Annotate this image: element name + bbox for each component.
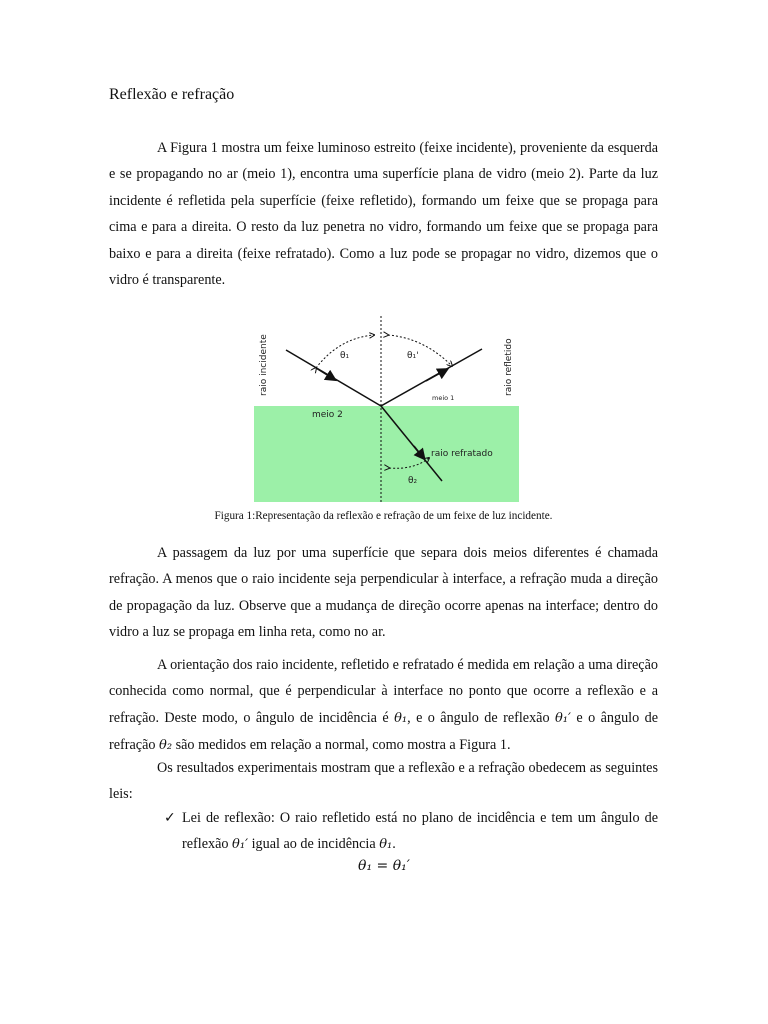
symbol-theta2: θ₂ [159,738,173,754]
section-title: Reflexão e refração [109,86,235,103]
label-medium-1: meio 1 [432,394,455,402]
figure-caption: Figura 1:Representação da reflexão e refração de um feixe de luz incidente. [214,510,553,522]
p3-text-3: e o ângulo de refração [109,709,658,754]
label-medium-2: meio 2 [312,410,343,420]
symbol-theta1: θ₁ [394,710,408,726]
label-incident-ray: raio incidente [259,334,269,396]
bullet-text-3: . [392,836,396,853]
paragraph-refraction: A passagem da luz por uma superfície que separa dois meios diferentes é chamada refração. A menos que o raio incidente seja perpendicular à interface, a refração muda a direção de propagação da luz. Observe que a mudança de direção ocorre apenas na interface; dentro do vidro a luz se propaga em linha reta, como no ar. [109,545,658,641]
bullet-symbol-theta1-prime: θ₁′ [232,837,249,853]
angle-label-incident: θ₁ [340,351,350,361]
paragraph-laws-intro: Os resultados experimentais mostram que a reflexão e a refração obedecem as seguintes leis: [109,760,658,803]
bullet-reflection-law [164,805,658,859]
angle-label-reflected: θ₁' [407,351,419,361]
figure-svg [254,316,519,502]
angle-label-refracted: θ₂ [408,476,418,486]
symbol-theta1-prime: θ₁′ [554,710,571,726]
check-icon: ✓ [164,810,176,826]
p3-text-4: são medidos em relação a normal, como mostra a Figura 1. [172,737,511,754]
bullet-text-2: igual ao de incidência [248,836,380,853]
p3-text-1: A orientação dos raio incidente, refletido e refratado é medida em relação a uma direção conhecida como normal, que é perpendicular à interface no ponto que ocorre a reflexão e a refração. Deste modo, o ângulo de incidência é [109,657,658,726]
paragraph-normal [109,652,658,760]
label-refracted-ray: raio refratado [431,449,493,459]
paragraph-intro: A Figura 1 mostra um feixe luminoso estreito (feixe incidente), proveniente da esquerda e se propagando no ar (meio 1), encontra uma superfície plana de vidro (meio 2). Parte da luz incidente é refletida pela superfície (feixe refletido), formando um feixe que se propaga para cima e para a direita. O resto da luz penetra no vidro, formando um feixe que se propaga para baixo e para a direita (feixe refratado). Como a luz pode se propagar no vidro, dizemos que o vidro é transparente. [109,140,658,289]
medium-air [254,316,519,406]
equation-reflection-law: θ₁ = θ₁′ [358,858,410,874]
figure-reflection-refraction [254,316,519,502]
bullet-text-1: Lei de reflexão: O raio refletido está no plano de incidência e tem um ângulo de reflexão [182,810,658,853]
p3-text-2: , e o ângulo de reflexão [407,709,555,726]
bullet-text [182,805,658,859]
label-reflected-ray: raio refletido [504,338,514,396]
bullet-symbol-theta1: θ₁ [379,837,393,853]
